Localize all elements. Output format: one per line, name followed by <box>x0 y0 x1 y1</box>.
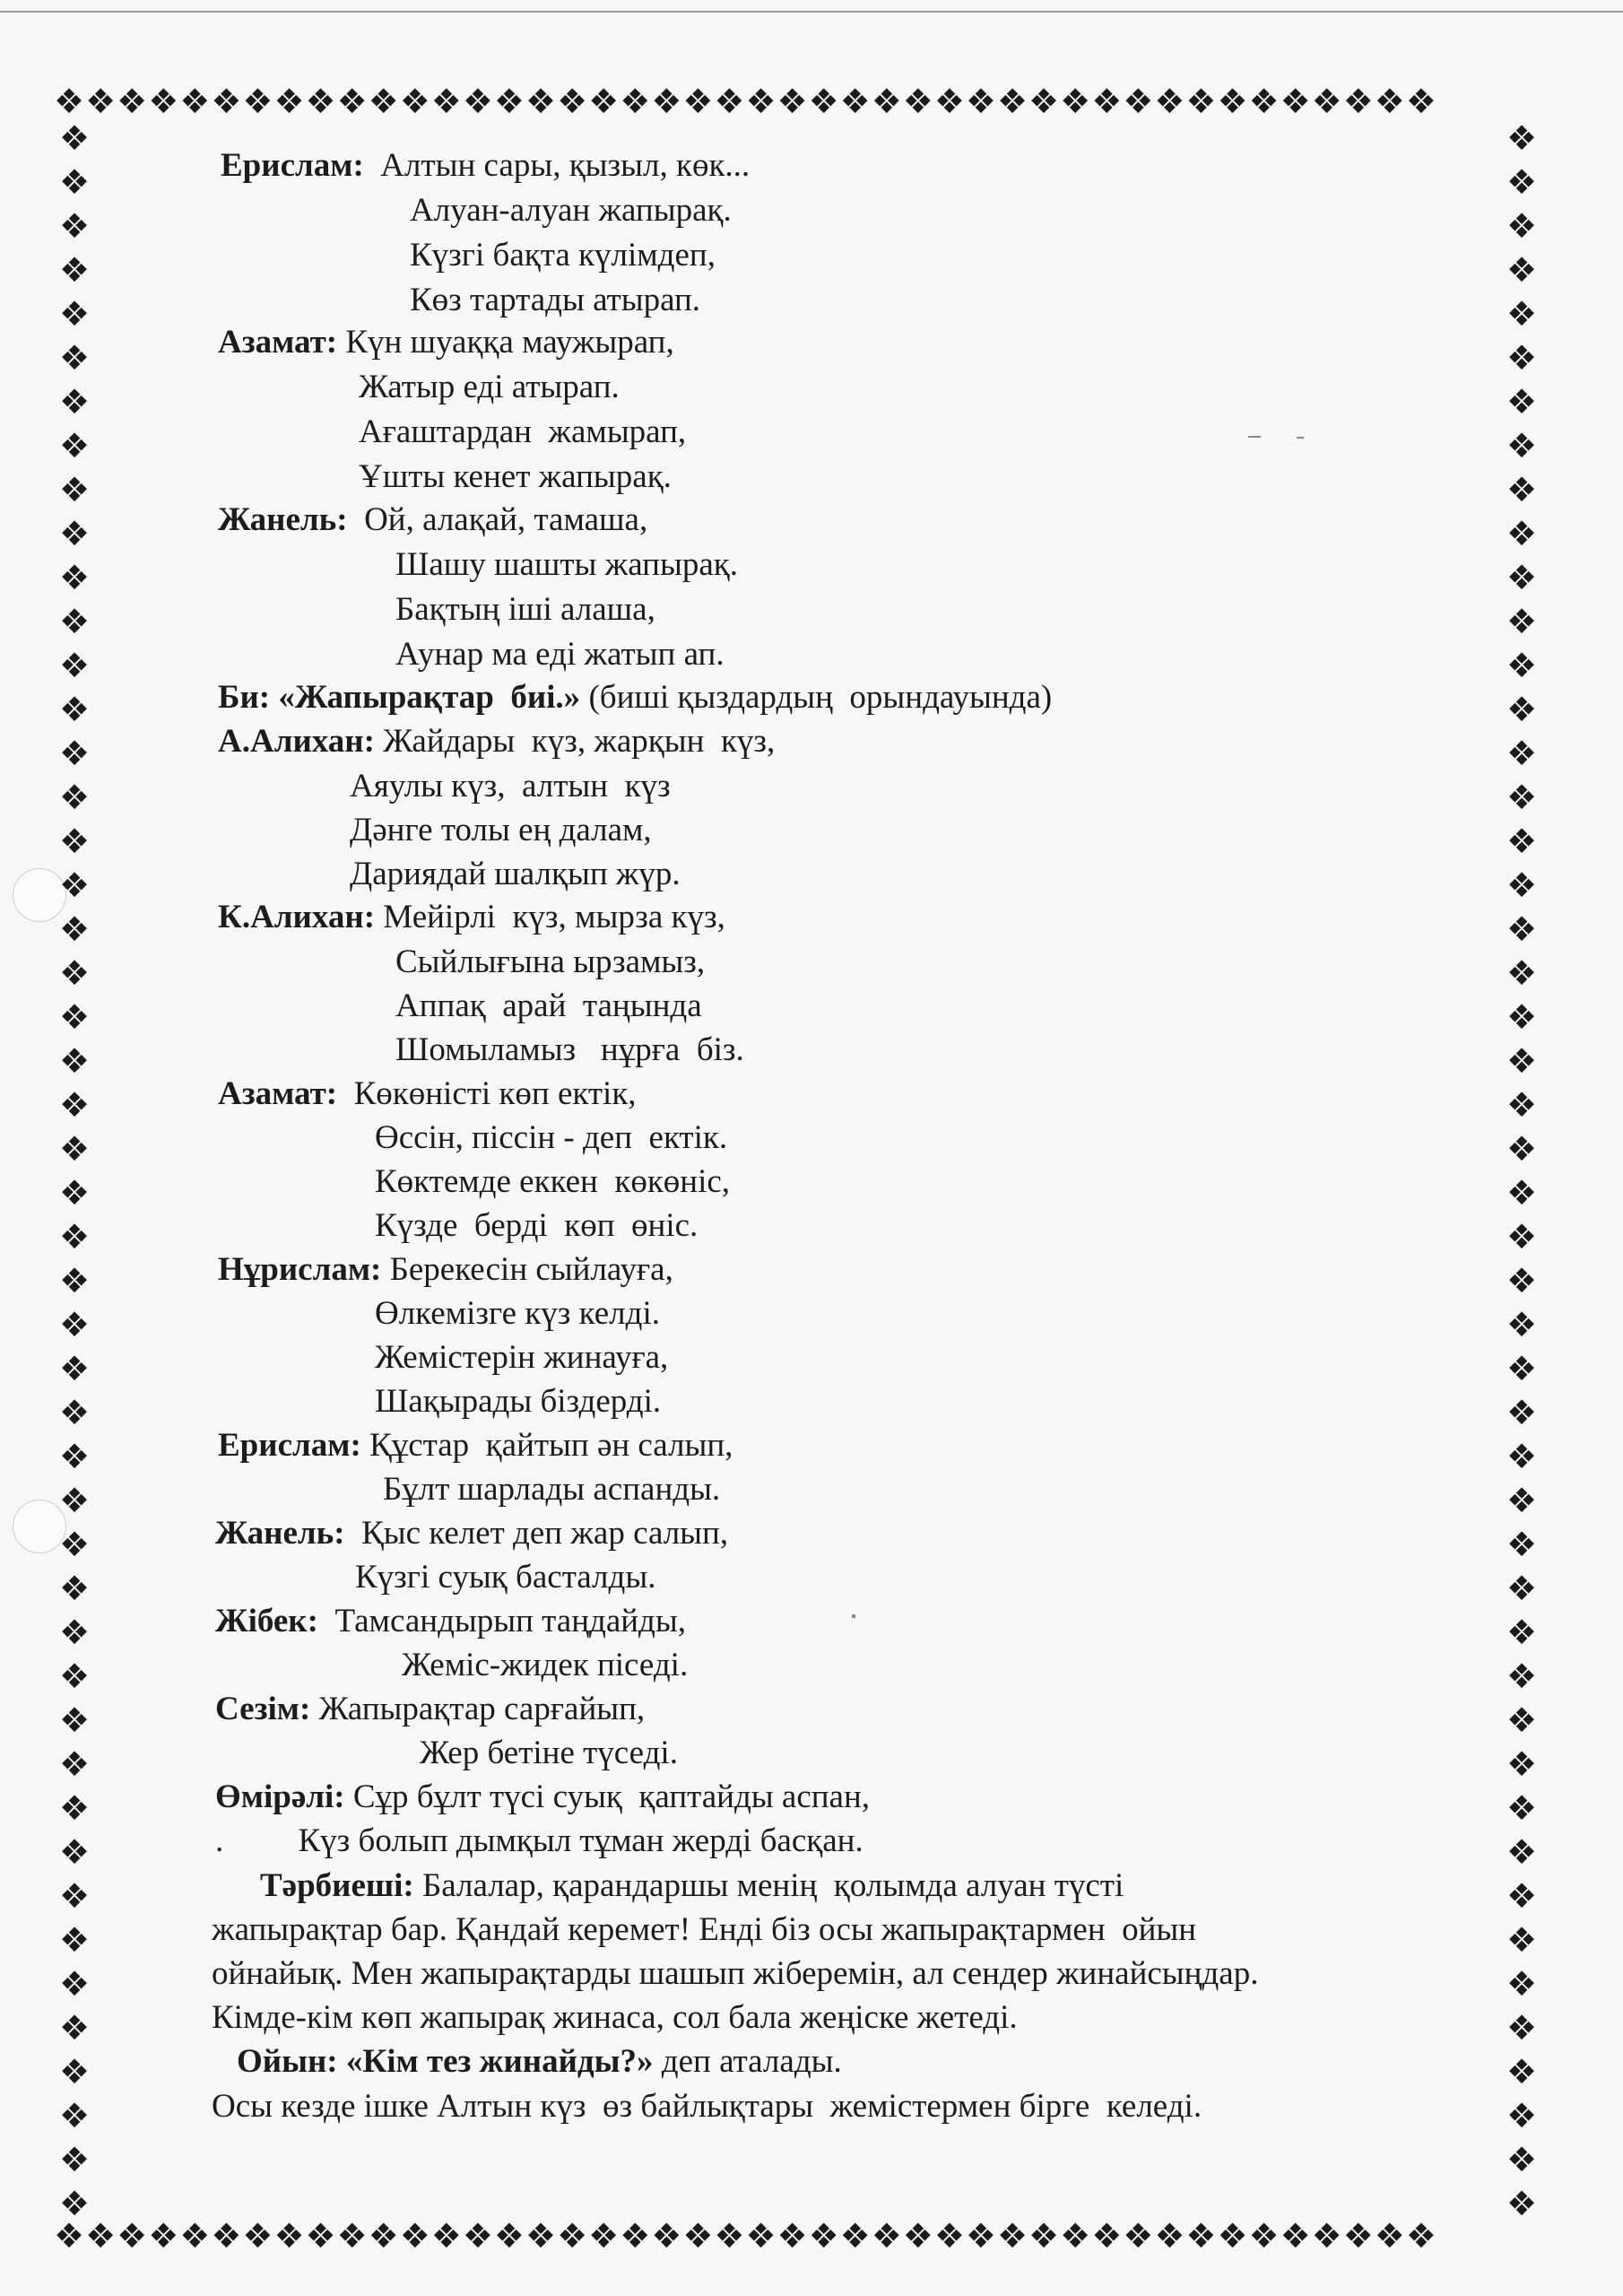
line-text: Тамсандырып таңдайды, <box>317 1603 686 1639</box>
text-line <box>215 1513 728 1554</box>
line-text: Қыс келет деп жар салып, <box>344 1515 729 1552</box>
line-text: жапырақтар бар. Қандай керемет! Енді біз осы жапырақтармен ойын <box>212 1911 1197 1948</box>
speaker-name: Би: «Жапырақтар биі.» <box>218 679 581 716</box>
text-line <box>410 280 700 321</box>
line-text: Жеміс-жидек піседі. <box>402 1647 689 1683</box>
line-text: Көз тартады атырап. <box>410 282 701 318</box>
line-text: Жапырақтар сарғайып, <box>310 1691 646 1727</box>
text-line <box>359 412 686 453</box>
text-line <box>218 897 725 938</box>
line-text: Көктемде еккен көкөніс, <box>375 1163 731 1200</box>
line-text: Шақырады біздерді. <box>375 1383 662 1420</box>
line-text: Бақтың іші алаша, <box>395 591 655 628</box>
text-line <box>212 1909 1196 1951</box>
text-line <box>218 1249 673 1291</box>
line-text: Жемістерін жинауға, <box>375 1339 669 1376</box>
line-text: Күн шуаққа маужырап, <box>337 324 674 361</box>
text-line <box>395 544 738 586</box>
text-line <box>359 457 672 498</box>
speaker-name: Азамат: <box>218 1075 338 1112</box>
text-line <box>375 1118 727 1159</box>
line-text: Балалар, қарандаршы менің қолымда алуан түсті <box>413 1867 1124 1904</box>
text-line <box>215 1777 870 1818</box>
line-text: Осы кезде ішке Алтын күз өз байлықтары жемістермен бірге келеді. <box>212 2088 1202 2125</box>
text-line <box>218 500 647 541</box>
speaker-name: А.Алихан: <box>218 723 375 760</box>
speaker-name: Азамат: <box>218 324 338 361</box>
speaker-name: Ойын: «Кім тез жинайды?» <box>237 2043 654 2080</box>
text-line <box>402 1645 688 1686</box>
line-text: Жатыр еді атырап. <box>359 369 620 405</box>
speaker-name: Жанель: <box>215 1515 345 1552</box>
text-line <box>212 1953 1258 1995</box>
line-text: Өссін, піссін - деп ектік. <box>375 1119 728 1156</box>
line-text: Шашу шашты жапырақ. <box>395 546 738 583</box>
ornamental-border-bottom: ❖❖❖❖❖❖❖❖❖❖❖❖❖❖❖❖❖❖❖❖❖❖❖❖❖❖❖❖❖❖❖❖❖❖❖❖❖❖❖❖❖❖❖❖ <box>54 2216 1437 2256</box>
line-text: Шомыламыз нұрға біз. <box>395 1031 744 1068</box>
text-line <box>350 810 652 851</box>
speaker-name: Сезім: <box>215 1691 311 1727</box>
line-text: Мейірлі күз, мырза күз, <box>375 899 725 935</box>
line-text: Дариядай шалқып жүр. <box>350 856 681 892</box>
line-text: Жер бетіне түседі. <box>420 1735 678 1771</box>
line-text: Күзгі суық басталды. <box>355 1559 656 1596</box>
text-line <box>350 766 671 807</box>
line-text: Кімде-кім көп жапырақ жинаса, сол бала жеңіске жетеді. <box>212 1999 1018 2036</box>
text-line <box>218 721 775 762</box>
text-line <box>218 677 1052 718</box>
text-line <box>212 2086 1202 2127</box>
text-line <box>215 1601 686 1642</box>
ornamental-border-left: ❖ ❖ ❖ ❖ ❖ ❖ ❖ ❖ ❖ ❖ ❖ ❖ ❖ ❖ ❖ ❖ ❖ ❖ ❖ ❖ ❖ ❖ ❖ ❖ ❖ ❖ ❖ ❖ ❖ ❖ ❖ ❖ ❖ ❖ ❖ ❖ ❖ ❖ ❖ ❖ ❖ ❖ ❖ ❖ ❖ ❖ ❖ ❖ <box>58 118 91 2215</box>
speaker-name: Жанель: <box>218 501 348 538</box>
text-line <box>410 235 716 276</box>
line-text: Жайдары күз, жарқын күз, <box>374 723 776 760</box>
text-line <box>359 367 620 408</box>
line-text: Алуан-алуан жапырақ. <box>410 192 732 229</box>
text-line <box>212 1997 1018 2039</box>
line-text: Аяулы күз, алтын күз <box>350 768 671 804</box>
line-text: Берекесін сыйлауға, <box>381 1251 673 1288</box>
line-text: Аунар ма еді жатып ап. <box>395 636 725 673</box>
text-line <box>221 145 750 187</box>
text-line <box>395 589 655 631</box>
line-text: ойнайық. Мен жапырақтарды шашып жіберемін, ал сендер жинайсыңдар. <box>212 1955 1259 1992</box>
text-line <box>410 190 732 231</box>
speaker-name: Жібек: <box>215 1603 318 1639</box>
text-line <box>355 1557 655 1598</box>
line-text: Сұр бұлт түсі суық қаптайды аспан, <box>344 1779 871 1815</box>
speaker-name: Ерислам: <box>221 147 364 184</box>
line-text: Ұшты кенет жапырақ. <box>359 458 672 495</box>
line-text: (биші қыздардың орындауында) <box>580 679 1053 716</box>
text-line <box>375 1293 660 1335</box>
line-text: . Күз болып дымқыл тұман жерді басқан. <box>215 1822 864 1859</box>
line-text: Күзде берді көп өніс. <box>375 1207 699 1244</box>
text-line <box>350 854 681 895</box>
text-line <box>260 1866 1124 1907</box>
text-line <box>395 634 725 675</box>
text-line <box>375 1381 661 1422</box>
text-line <box>375 1337 668 1378</box>
text-line <box>375 1161 730 1203</box>
line-text: Алтын сары, қызыл, көк... <box>363 147 751 184</box>
line-text: Аппақ арай таңында <box>395 987 702 1024</box>
speaker-name: Ерислам: <box>218 1427 361 1464</box>
text-line <box>395 942 705 983</box>
line-text: Өлкемізге күз келді. <box>375 1295 660 1332</box>
line-text: Сыйлығына ырзамыз, <box>395 944 706 980</box>
text-line <box>215 1821 864 1862</box>
speaker-name: Өмірәлі: <box>215 1779 345 1815</box>
line-text: деп аталады. <box>653 2043 842 2080</box>
speaker-name: Нұрислам: <box>218 1251 382 1288</box>
ornamental-border-top: ❖❖❖❖❖❖❖❖❖❖❖❖❖❖❖❖❖❖❖❖❖❖❖❖❖❖❖❖❖❖❖❖❖❖❖❖❖❖❖❖❖❖❖❖ <box>54 82 1437 121</box>
text-line <box>383 1469 720 1510</box>
line-text: Көкөністі көп ектік, <box>337 1075 637 1112</box>
line-text: Дәнге толы ең далам, <box>350 812 652 848</box>
text-line <box>237 2041 842 2083</box>
text-line <box>218 322 674 363</box>
ornamental-border-right: ❖ ❖ ❖ ❖ ❖ ❖ ❖ ❖ ❖ ❖ ❖ ❖ ❖ ❖ ❖ ❖ ❖ ❖ ❖ ❖ ❖ ❖ ❖ ❖ ❖ ❖ ❖ ❖ ❖ ❖ ❖ ❖ ❖ ❖ ❖ ❖ ❖ ❖ ❖ ❖ ❖ ❖ ❖ ❖ ❖ ❖ ❖ ❖ <box>1506 118 1538 2215</box>
line-text: Күзгі бақта күлімдеп, <box>410 237 716 274</box>
speaker-name: Тәрбиеші: <box>260 1867 414 1904</box>
text-line <box>375 1205 698 1247</box>
text-line <box>218 1074 637 1115</box>
text-line <box>395 1030 744 1071</box>
speaker-name: К.Алихан: <box>218 899 376 935</box>
text-line <box>420 1733 678 1774</box>
line-text: Ағаштардан жамырап, <box>359 413 687 450</box>
text-line <box>395 986 702 1027</box>
text-line <box>215 1689 645 1730</box>
text-line <box>218 1425 733 1466</box>
line-text: Ой, алақай, тамаша, <box>347 501 648 538</box>
line-text: Бұлт шарлады аспанды. <box>383 1471 721 1508</box>
line-text: Құстар қайтып ән салып, <box>360 1427 733 1464</box>
